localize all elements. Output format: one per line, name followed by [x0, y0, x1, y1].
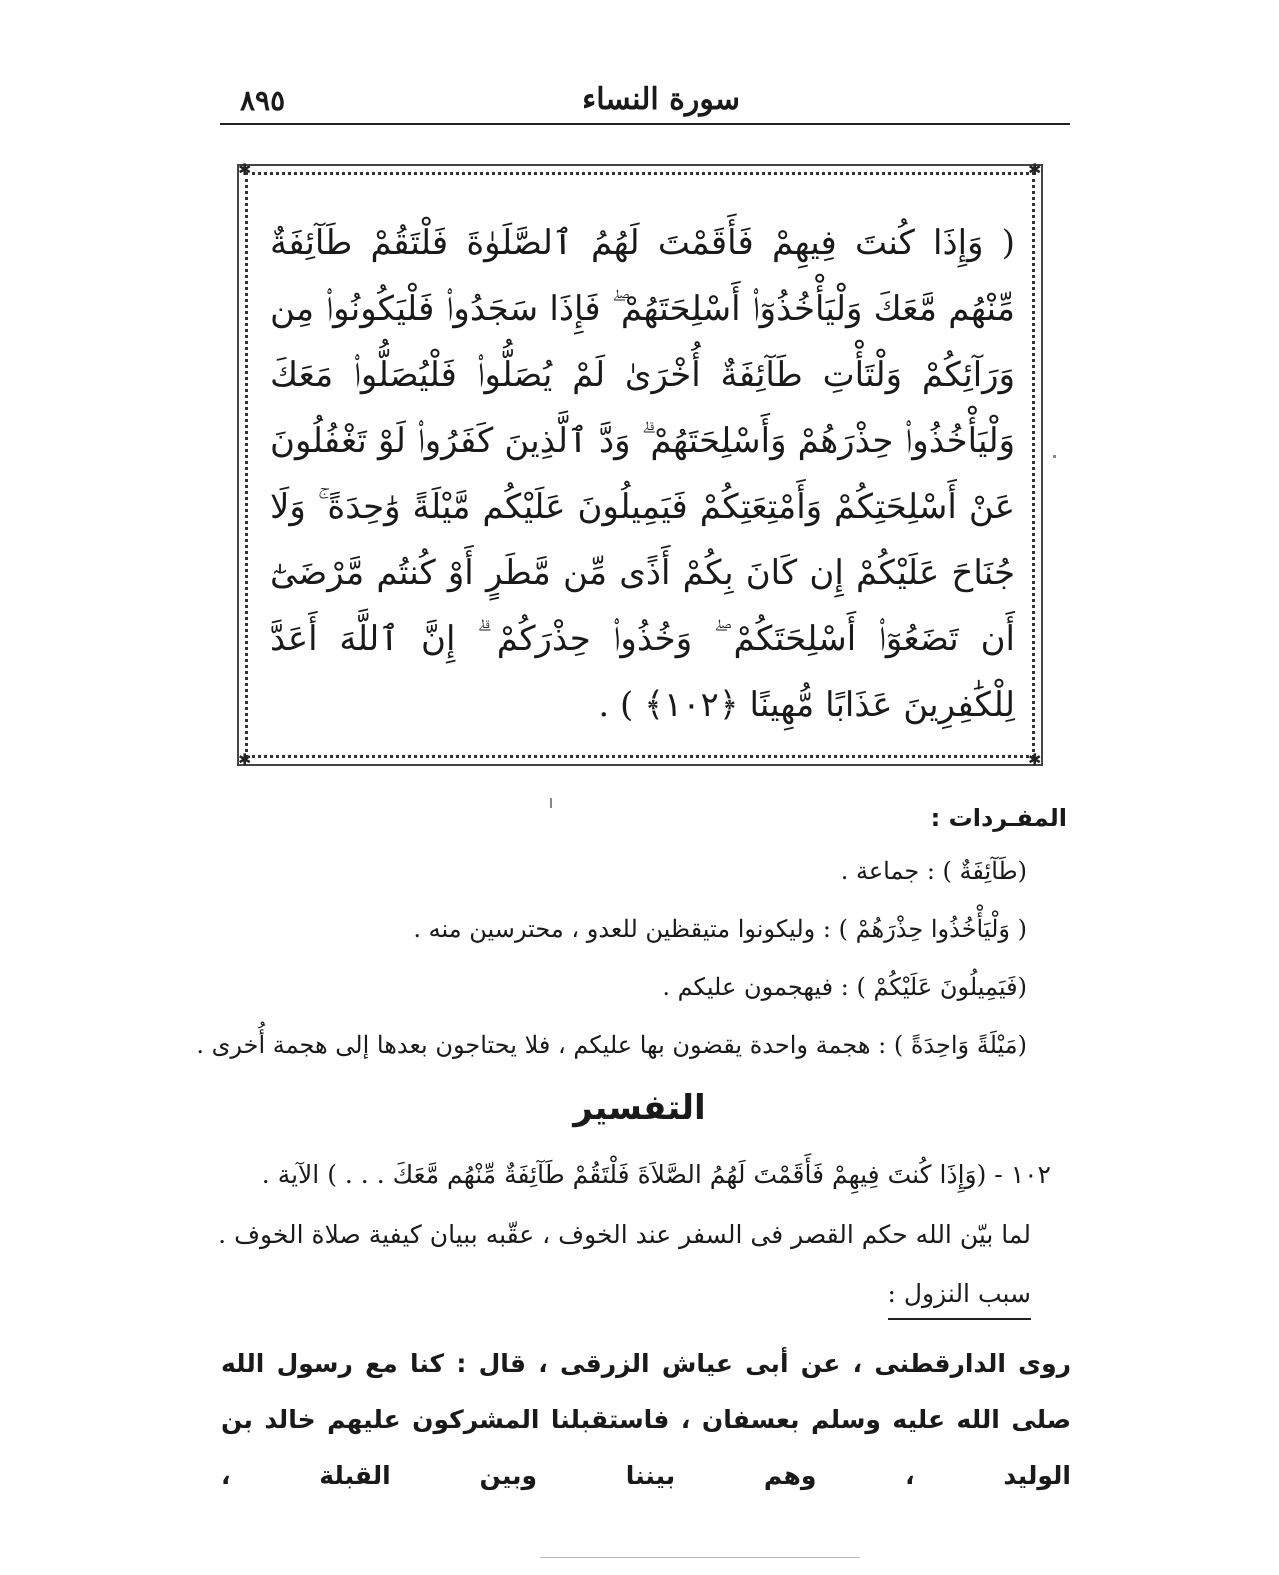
vocabulary-meaning: : هجمة واحدة يقضون بها عليكم ، فلا يحتاجون بعدها إلى هجمة أُخرى . [196, 1031, 894, 1059]
vocabulary-term: (طَآئِفَةٌ ) [942, 857, 1027, 885]
page-number: ٨٩٥ [240, 84, 286, 117]
tafsir-heading: التفسير [573, 1088, 706, 1128]
vocabulary-item [196, 1016, 1027, 1074]
frame-corner-star-icon: ✱ [1028, 750, 1042, 769]
tafsir-intro: لما بيّن الله حكم القصر فى السفر عند الخوف ، عقّبه ببيان كيفية صلاة الخوف . [218, 1220, 1031, 1249]
vocabulary-meaning: : وليكونوا متيقظين للعدو ، محترسين منه . [413, 915, 839, 943]
vocabulary-term: (مَيْلَةً وَاحِدَةً ) [893, 1031, 1027, 1059]
narration-paragraph: روى الدارقطنى ، عن أبى عياش الزرقى ، قال : كنا مع رسول الله صلى الله عليه وسلم بعسفان ، فاستقبلنا المشركون عليهم خالد بن الوليد ، وهم بيننا وبين القبلة ، [221, 1349, 1071, 1490]
scan-speck [540, 1557, 860, 1558]
header-divider [220, 123, 1070, 125]
vocabulary-term: (فَيَمِيلُونَ عَلَيْكُمْ ) [856, 973, 1027, 1001]
vocabulary-meaning: : فيهجمون عليكم . [662, 973, 857, 1001]
vocabulary-item [227, 900, 1027, 958]
vocabulary-meaning: : جماعة . [840, 857, 943, 885]
frame-corner-star-icon: ✱ [238, 160, 252, 179]
cause-of-revelation-heading: سبب النزول : [888, 1272, 1032, 1320]
scan-speck [1053, 455, 1056, 458]
vocabulary-item [227, 958, 1027, 1016]
vocabulary-term: ( وَلْيَأْخُذُوا حِذْرَهُمْ ) [838, 915, 1027, 943]
frame-corner-star-icon: ✱ [1028, 160, 1042, 179]
quran-verse: ( وَإِذَا كُنتَ فِيهِمْ فَأَقَمْتَ لَهُمُ ٱلصَّلَوٰةَ فَلْتَقُمْ طَآئِفَةٌ مِّنْهُم مَّعَكَ وَلْيَأْخُذُوٓا۟ أَسْلِحَتَهُمْ ۖ فَإِذَا سَجَدُوا۟ فَلْيَكُونُوا۟ مِن وَرَآئِكُمْ وَلْتَأْتِ طَآئِفَةٌ أُخْرَىٰ لَمْ يُصَلُّوا۟ فَلْيُصَلُّوا۟ مَعَكَ وَلْيَأْخُذُوا۟ حِذْرَهُمْ وَأَسْلِحَتَهُمْ ۗ وَدَّ ٱلَّذِينَ كَفَرُوا۟ لَوْ تَغْفُلُونَ عَنْ أَسْلِحَتِكُمْ وَأَمْتِعَتِكُمْ فَيَمِيلُونَ عَلَيْكُم مَّيْلَةً وَٰحِدَةً ۚ وَلَا جُنَاحَ عَلَيْكُمْ إِن كَانَ بِكُمْ أَذًى مِّن مَّطَرٍ أَوْ كُنتُم مَّرْضَىٰٓ أَن تَضَعُوٓا۟ أَسْلِحَتَكُمْ ۖ وَخُذُوا۟ حِذْرَكُمْ ۗ إِنَّ ٱللَّهَ أَعَدَّ لِلْكَٰفِرِينَ عَذَابًا مُّهِينًا ﴿١٠٢﴾ ) . [270, 223, 1015, 725]
vocabulary-list [196, 842, 1027, 1074]
ayah-reference: ١٠٢ - (وَإِذَا كُنتَ فِيهِمْ فَأَقَمْتَ لَهُمُ الصَّلاَةَ فَلْتَقُمْ طَآئِفَةٌ مِّنْهُم مَّعَكَ . . . ) الآية . [261, 1160, 1051, 1189]
scan-speck [550, 798, 552, 808]
vocabulary-heading: المفـردات : [930, 804, 1067, 832]
surah-title: سورة النساء [582, 82, 740, 117]
frame-corner-star-icon: ✱ [238, 750, 252, 769]
page-header [220, 78, 1070, 126]
vocabulary-item [227, 842, 1027, 900]
